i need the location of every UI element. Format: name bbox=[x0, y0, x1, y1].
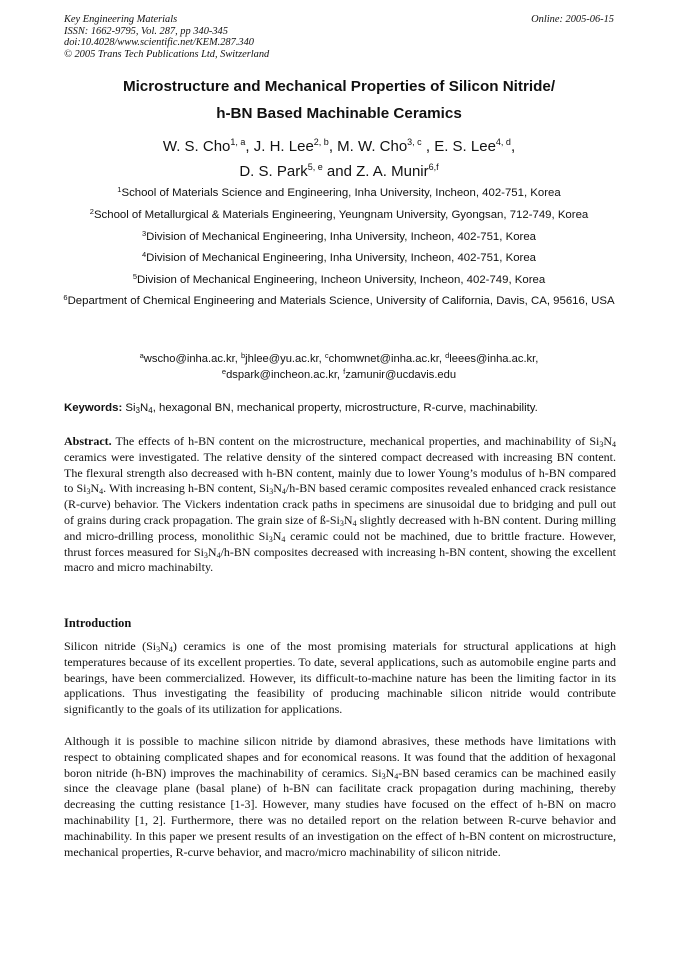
email-line-2 bbox=[64, 367, 614, 383]
formula-part: N bbox=[207, 544, 217, 559]
formula-part: N bbox=[273, 481, 282, 496]
author-conjunction: and bbox=[326, 163, 352, 180]
author-superscript: 1, a bbox=[230, 137, 246, 147]
formula-subscript: 3 bbox=[156, 645, 161, 654]
affiliation bbox=[58, 186, 620, 201]
affiliation bbox=[58, 294, 620, 309]
formula-subscript: 4 bbox=[99, 487, 104, 497]
abstract-text: . With increasing h-BN content, bbox=[103, 481, 260, 496]
email-line-1 bbox=[64, 351, 614, 367]
email-superscript: c bbox=[324, 351, 329, 360]
formula-part: Si bbox=[329, 512, 340, 527]
affiliation-text: School of Metallurgical & Materials Engineering, Yeungnam University, Gyongsan, 712-749, Korea bbox=[93, 209, 589, 221]
email-link[interactable]: wscho@inha.ac.kr, bbox=[143, 353, 238, 365]
formula-subscript: 3 bbox=[269, 487, 274, 497]
formula-subscript: 3 bbox=[339, 518, 344, 528]
affiliation-number: 2 bbox=[89, 207, 94, 216]
intro-paragraph-2 bbox=[64, 734, 616, 860]
author-name: E. S. Lee bbox=[434, 138, 496, 155]
section-heading-introduction: Introduction bbox=[64, 616, 132, 630]
affiliation-text: Division of Mechanical Engineering, Inha University, Incheon, 402-751, Korea bbox=[146, 252, 536, 264]
affiliation-text: Division of Mechanical Engineering, Inha University, Incheon, 402-751, Korea bbox=[146, 231, 536, 243]
formula-subscript: 4 bbox=[612, 440, 616, 449]
keywords-label: Keywords: bbox=[64, 402, 123, 414]
affiliation-text: Division of Mechanical Engineering, Incheon University, Incheon, 402-749, Korea bbox=[136, 274, 546, 286]
author-superscript: 3, c bbox=[407, 137, 422, 147]
journal-header bbox=[64, 14, 269, 60]
issn-line: ISSN: 1662-9795, Vol. 287, pp 340-345 bbox=[64, 25, 228, 37]
email-link[interactable]: leees@inha.ac.kr, bbox=[449, 353, 539, 365]
affiliation-number: 3 bbox=[142, 229, 147, 238]
email-link[interactable]: jhlee@yu.ac.kr, bbox=[245, 353, 322, 365]
author-name: J. H. Lee bbox=[253, 138, 314, 155]
author-superscript: 6,f bbox=[428, 162, 439, 172]
abstract-text: /h-BN composites decreased with increasing h-BN content, showing the excellent macro and micro machinabilty. bbox=[64, 544, 616, 575]
paper-title-line-1: Microstructure and Mechanical Properties of Silicon Nitride/ bbox=[122, 78, 556, 95]
intro-text: Although it is possible to machine silicon nitride by diamond abrasives, these methods have limitations with respect to obtaining complicated shapes and for economical reasons. It was found that the addition of hexagonal boron nitride (h-BN) improves the machinability of ceramics. Si bbox=[64, 734, 616, 780]
affiliation-number: 6 bbox=[63, 293, 68, 302]
keywords-list: , hexagonal BN, mechanical property, microstructure, R-curve, machinability. bbox=[152, 402, 538, 414]
formula-subscript: 3 bbox=[135, 406, 140, 415]
email-superscript: e bbox=[221, 367, 227, 376]
online-date: Online: 2005-06-15 bbox=[531, 14, 614, 25]
email-link[interactable]: zamunir@ucdavis.edu bbox=[345, 369, 457, 381]
journal-name: Key Engineering Materials bbox=[64, 14, 178, 25]
author-superscript: 5, e bbox=[307, 162, 323, 172]
formula-part: N bbox=[603, 434, 612, 448]
formula-part: Si bbox=[193, 544, 204, 559]
formula-subscript: 3 bbox=[599, 440, 604, 449]
abstract-label: Abstract. bbox=[64, 434, 112, 448]
author-name: W. S. Cho bbox=[162, 138, 231, 155]
formula-subscript: 3 bbox=[381, 771, 386, 781]
author-emails bbox=[64, 351, 614, 383]
formula-subscript: 3 bbox=[86, 487, 91, 497]
affiliation bbox=[58, 230, 620, 245]
intro-text: N bbox=[385, 765, 395, 780]
author-list-line-2 bbox=[64, 163, 614, 180]
email-link[interactable]: dspark@incheon.ac.kr, bbox=[226, 369, 341, 381]
email-link[interactable]: chomwnet@inha.ac.kr, bbox=[328, 353, 442, 365]
affiliation-number: 5 bbox=[132, 272, 137, 281]
affiliation-text: School of Materials Science and Engineering, Inha University, Incheon, 402-751, Korea bbox=[121, 187, 561, 199]
formula-subscript: 3 bbox=[268, 534, 273, 544]
intro-text: ) ceramics is one of the most promising materials for structural applications at high temperatures because of its excellent properties. To date, several applications, such as automobile engine parts and bearings, have been commercialized. However, its difficult-to-machine nature has been the limiting factor in its applications. Thus investigating the feasibility of producing machinable silicon nitride would contribute significantly to the goals of its utilization for applications. bbox=[64, 639, 616, 717]
affiliation bbox=[58, 273, 620, 288]
email-superscript: f bbox=[343, 367, 346, 376]
formula-subscript: 4 bbox=[394, 771, 399, 781]
email-superscript: d bbox=[445, 351, 450, 360]
affiliation-number: 1 bbox=[117, 185, 122, 194]
formula-subscript: 4 bbox=[216, 550, 221, 560]
formula-subscript: 4 bbox=[281, 487, 286, 497]
formula-subscript: 4 bbox=[148, 406, 153, 415]
abstract-text: /h-BN based ceramic composites revealed enhanced crack resistance (R-curve) behavior. The Vickers indentation crack paths in specimens are sinusoidal due to bridging and pull out of grains during crack propagation. The grain size of ß- bbox=[64, 481, 616, 527]
doi-line[interactable]: doi:10.4028/www.scientific.net/KEM.287.340 bbox=[64, 37, 254, 48]
author-list-line-1: W. S. Cho$^{1, a}$, J. H. Lee$^{2, b}$, M. W. Cho$^{3, c}$ , E. S. Lee$^{4, d}$, bbox=[162, 137, 516, 155]
formula-part: N bbox=[140, 402, 149, 414]
author-superscript: 4, d bbox=[495, 137, 511, 147]
formula-subscript: 4 bbox=[352, 518, 357, 528]
abstract-text: ceramic could not be machined, due to brittle fracture. However, thrust forces measured for bbox=[64, 528, 616, 559]
abstract-text: ceramics were investigated. The relative density of the sintered compact decreased with increasing BN content. The flexural strength also decreased with h-BN content, mainly due to lower Young’s modulus of h-BN compared to bbox=[64, 449, 616, 496]
affiliation-number: 4 bbox=[142, 250, 147, 259]
intro-paragraph-1 bbox=[64, 639, 616, 718]
copyright-line: © 2005 Trans Tech Publications Ltd, Switzerland bbox=[64, 48, 270, 60]
intro-text: N bbox=[160, 639, 169, 653]
formula-part: N bbox=[90, 481, 100, 496]
email-superscript: a bbox=[139, 351, 144, 360]
email-superscript: b bbox=[240, 351, 246, 360]
formula-subscript: 3 bbox=[203, 550, 208, 560]
abstract-text: slightly decreased with h-BN content. During milling and micro-drilling process, monolithic bbox=[64, 512, 616, 543]
formula-part: Si bbox=[125, 402, 136, 414]
intro-text: Silicon nitride (Si bbox=[64, 639, 157, 653]
formula-subscript: 4 bbox=[168, 645, 173, 654]
affiliation-text: Department of Chemical Engineering and Materials Science, University of California, Davis, CA, 95616, USA bbox=[67, 295, 615, 307]
intro-text: -BN based ceramics can be machined easily since the cleavage plane (basal plane) of h-BN can facilitate crack propagation during machining, thereby decreasing the cutting resistance [1-3]. However, many studies have focused on the effect of h-BN on macro machinability [1, 2]. Furthermore, there was no detailed report on the relation between R-curve behavior and machinability. In this paper we present results of an investigation on the effect of h-BN content on microstructure, mechanical properties, R-curve behavior, and macro/micro machinability of silicon nitride. bbox=[64, 765, 616, 859]
paper-title-line-2: h-BN Based Machinable Ceramics bbox=[216, 105, 462, 122]
author-name: Z. A. Munir bbox=[356, 163, 429, 180]
author-name: M. W. Cho bbox=[337, 138, 408, 155]
affiliation bbox=[58, 208, 620, 223]
keywords-line bbox=[64, 402, 616, 414]
author-name: D. S. Park bbox=[239, 163, 308, 180]
author-superscript: 2, b bbox=[313, 137, 329, 147]
formula-part: N bbox=[343, 512, 353, 527]
formula-part: N bbox=[272, 528, 282, 543]
abstract-text: The effects of h-BN content on the microstructure, mechanical properties, and machinability of bbox=[111, 434, 590, 448]
formula-part: Si bbox=[589, 434, 600, 448]
abstract-paragraph bbox=[64, 434, 616, 576]
formula-part: Si bbox=[258, 528, 269, 543]
formula-part: Si bbox=[76, 481, 87, 496]
formula-part: Si bbox=[259, 481, 270, 496]
formula-subscript: 4 bbox=[281, 534, 286, 544]
affiliation bbox=[58, 251, 620, 266]
